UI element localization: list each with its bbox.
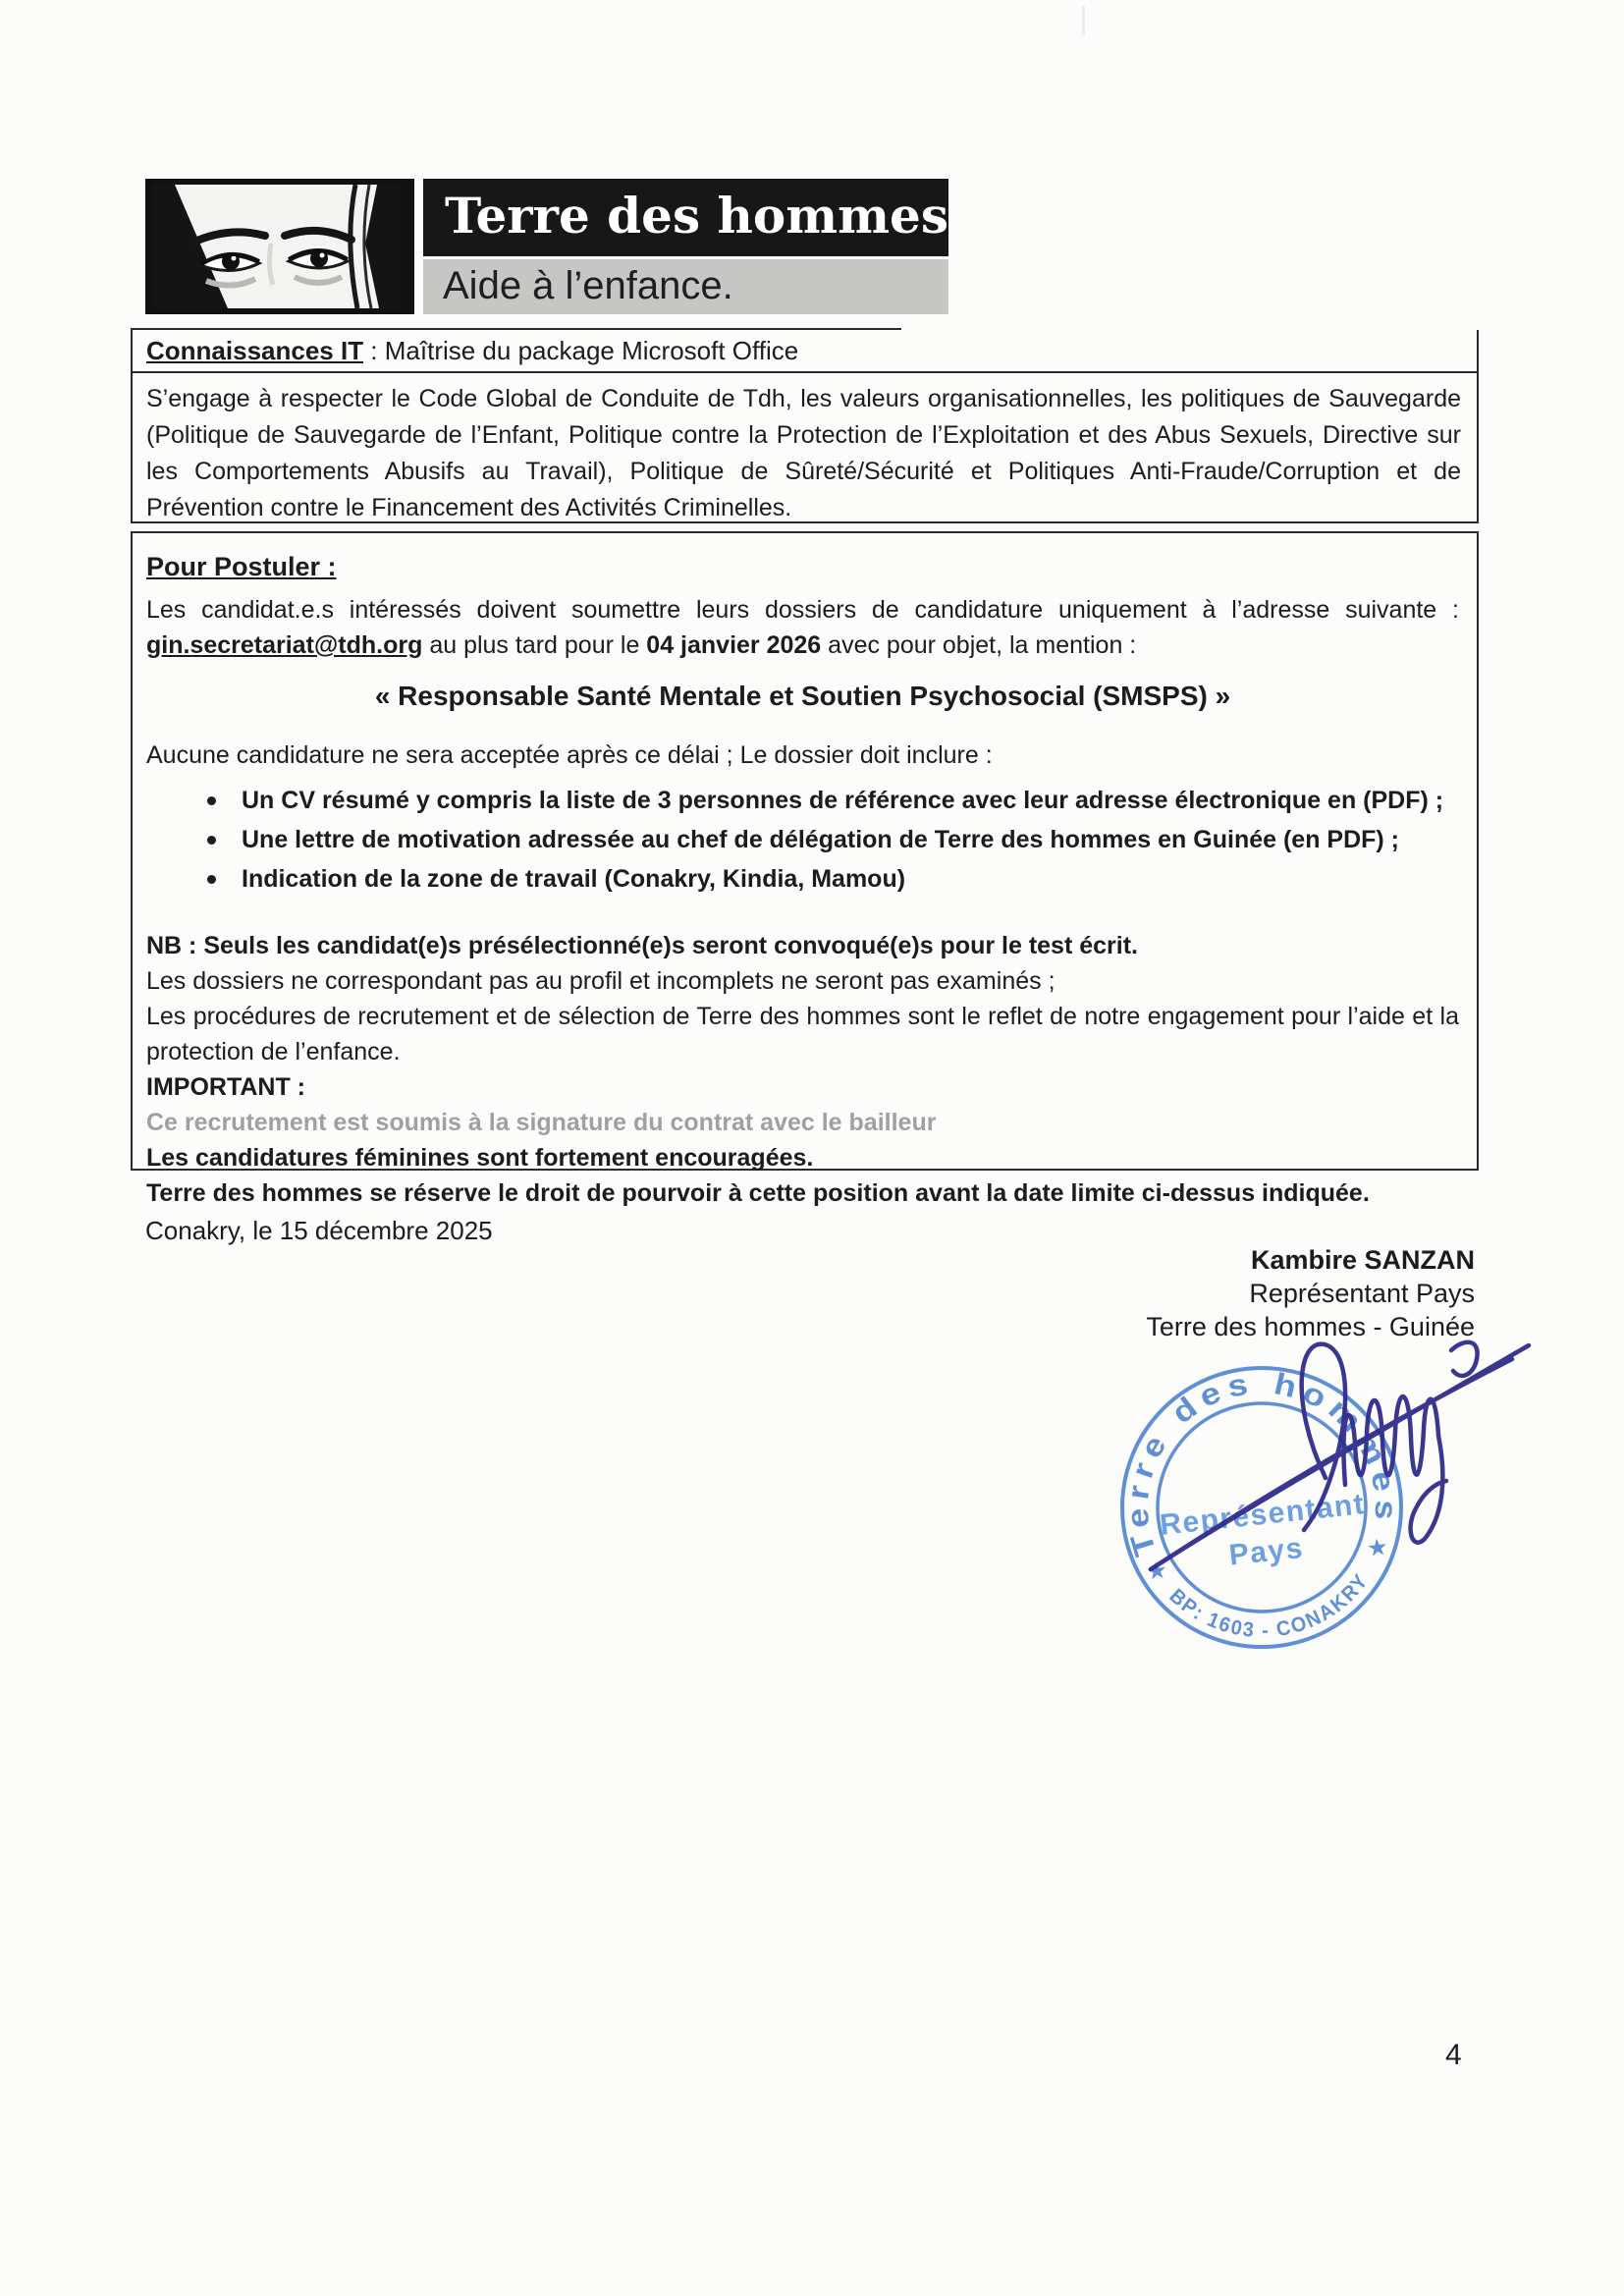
logo-title: Terre des hommes (423, 179, 948, 256)
stamp-center-line1: Représentant (1158, 1488, 1367, 1542)
required-documents-list (146, 781, 1459, 899)
stamp-star-left-icon: ★ (1145, 1557, 1169, 1586)
apply-email-link[interactable]: gin.secretariat@tdh.org (146, 631, 423, 659)
important-gray-note: Ce recrutement est soumis à la signature du contrat avec le bailleur (146, 1109, 937, 1136)
apply-box (131, 531, 1479, 1207)
it-skills-text: : Maîtrise du package Microsoft Office (363, 336, 799, 365)
stamp-and-signature (1100, 1316, 1551, 1738)
delay-note: Aucune candidature ne sera acceptée après ce délai ; Le dossier doit inclure : (146, 741, 993, 769)
list-item (146, 820, 1459, 859)
incomplete-note: Les dossiers ne correspondant pas au profil et incomplets ne seront pas examinés ; (146, 967, 1056, 995)
apply-heading: Pour Postuler : (146, 552, 337, 581)
list-item (146, 781, 1459, 820)
round-stamp (1106, 1351, 1417, 1661)
it-skills-box (131, 330, 1479, 373)
nb-note: NB : Seuls les candidat(e)s présélectionné(e)s seront convoqué(e)s pour le test écrit. (146, 932, 1138, 959)
dateline: Conakry, le 15 décembre 2025 (145, 1216, 493, 1245)
apply-after-email: au plus tard pour le (422, 631, 647, 659)
logo-eyes-image (145, 179, 414, 314)
procedures-note: Les procédures de recrutement et de sélection de Terre des hommes sont le reflet de notre engagement pour l’aide et la protection de l’enfance. (146, 1003, 1459, 1066)
important-label: IMPORTANT : (146, 1073, 306, 1101)
job-title: « Responsable Santé Mentale et Soutien Psychosocial (SMSPS) » (374, 681, 1231, 711)
bullet-text: Une lettre de motivation adressée au chef de délégation de Terre des hommes en Guinée (en PDF) ; (242, 826, 1400, 853)
bullet-text: Indication de la zone de travail (Conakry, Kindia, Mamou) (242, 865, 906, 893)
bullet-text: Un CV résumé y compris la liste de 3 personnes de référence avec leur adresse électronique en (PDF) ; (242, 787, 1444, 814)
svg-text:BP: 1603 - CONAKRY (1164, 1564, 1379, 1653)
handwritten-signature (1151, 1342, 1529, 1569)
it-box-top-border (131, 328, 901, 330)
important-bold-1: Les candidatures féminines sont fortement encouragées. (146, 1144, 814, 1172)
signatory-name: Kambire SANZAN (1250, 1245, 1475, 1275)
bullet-icon (207, 836, 216, 845)
apply-deadline: 04 janvier 2026 (646, 631, 822, 659)
logo-subtitle: Aide à l’enfance. (423, 259, 948, 314)
commitment-box (131, 371, 1479, 523)
commitment-text: S’engage à respecter le Code Global de Conduite de Tdh, les valeurs organisationnelles, les politiques de Sauvegarde (Politique de Sauvegarde de l’Enfant, Politique contre la Protection de l’Exploitation et des Abus Sexuels, Directive sur les Comportements Abusifs au Travail), Politique de Sûreté/Sécurité et Politiques Anti-Fraude/Corruption et de Prévention contre le Financement des Activités Criminelles. (146, 385, 1461, 521)
bullet-icon (207, 796, 216, 805)
signatory-org: Terre des hommes - Guinée (1146, 1312, 1475, 1341)
bullet-icon (207, 875, 216, 884)
stamp-center-line2: Pays (1227, 1531, 1306, 1572)
it-skills-label: Connaissances IT (146, 336, 364, 365)
list-item (146, 859, 1459, 899)
scan-artifact (1082, 6, 1085, 35)
apply-intro: Les candidat.e.s intéressés doivent soumettre leurs dossiers de candidature uniquement à l’adresse suivante : (146, 596, 1459, 624)
org-logo (145, 179, 948, 314)
apply-after-deadline: avec pour objet, la mention : (821, 631, 1137, 659)
page-number: 4 (1445, 2039, 1462, 2071)
stamp-arc-bottom-text: BP: 1603 - CONAKRY (1164, 1568, 1375, 1643)
important-bold-2: Terre des hommes se réserve le droit de pourvoir à cette position avant la date limite ci-dessus indiquée. (146, 1179, 1370, 1207)
stamp-star-right-icon: ★ (1365, 1533, 1390, 1562)
apply-email-line (146, 628, 1459, 663)
signatory-title: Représentant Pays (1249, 1279, 1475, 1308)
stamp-arc-top-text: Terre des hommes (1119, 1365, 1404, 1560)
